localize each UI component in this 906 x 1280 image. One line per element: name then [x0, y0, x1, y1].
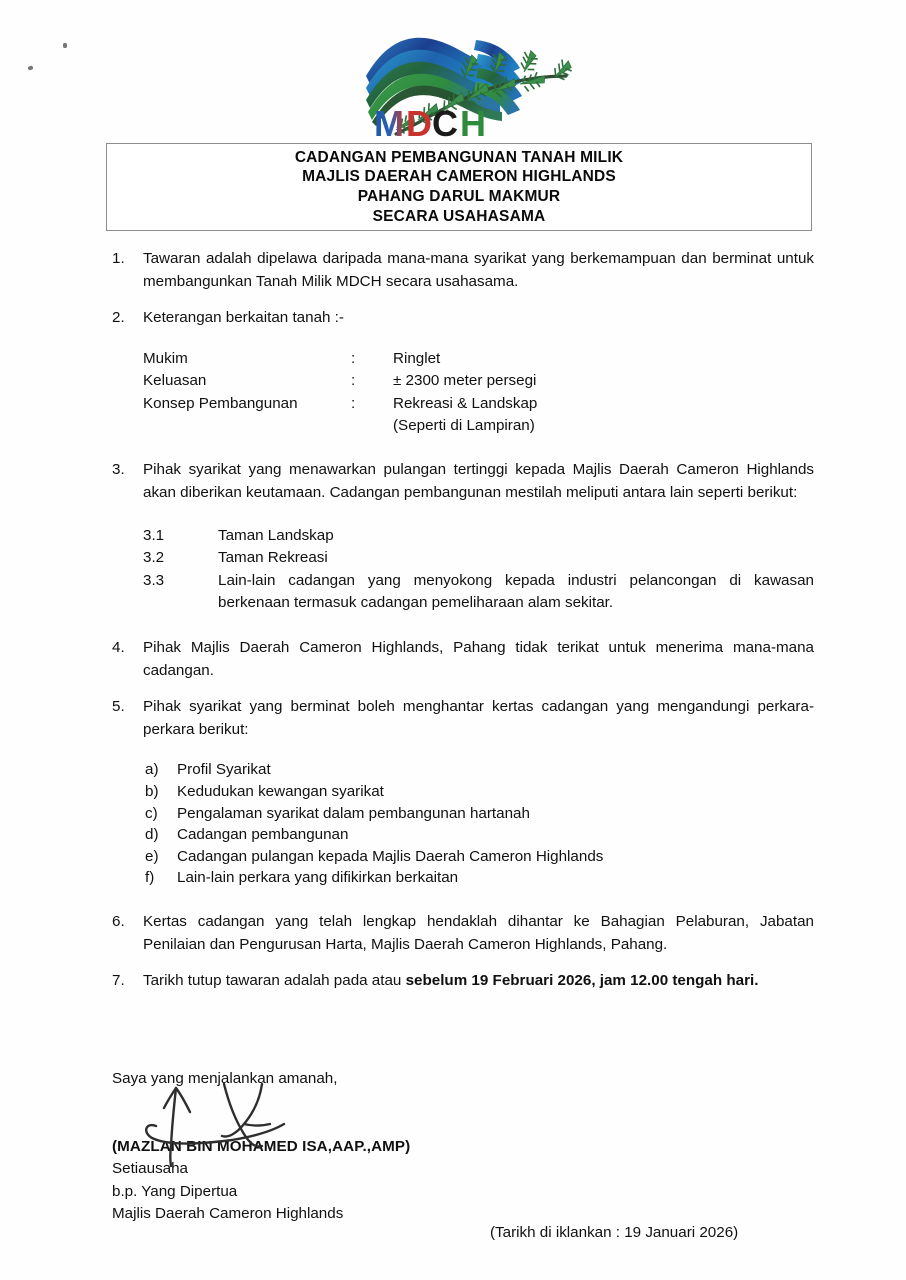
list-item [0, 867, 906, 889]
document-body [0, 248, 906, 1007]
clause-text: Pihak syarikat yang berminat boleh menghantar kertas cadangan yang mengandungi perkara-perkara berikut: [143, 698, 814, 738]
table-row [143, 370, 906, 392]
list-item [0, 824, 906, 846]
detail-colon: : [351, 394, 356, 412]
list-item [0, 803, 906, 825]
sub-item-number: 3.3 [143, 571, 165, 589]
document-title-box [106, 143, 812, 231]
detail-colon: : [351, 372, 356, 390]
sub-item-number: 3.1 [143, 526, 165, 544]
list-item-text: Profil Syarikat [177, 761, 271, 779]
list-item-text: Cadangan pulangan kepada Majlis Daerah Cameron Highlands [177, 847, 604, 865]
list-item-letter: f) [145, 869, 155, 887]
clause-number: 3. [112, 461, 125, 479]
signatory-name: (MAZLAN BIN MOHAMED ISA,AAP.,AMP) [112, 1138, 411, 1156]
sub-item-number: 3.2 [143, 549, 165, 567]
detail-label: Keluasan [143, 372, 207, 390]
signatory-position: Setiausaha [112, 1160, 188, 1178]
signatory-on-behalf: b.p. Yang Dipertua [112, 1182, 238, 1200]
clause-7 [0, 970, 906, 993]
detail-value: ± 2300 meter persegi [393, 372, 537, 390]
clause-text: Kertas cadangan yang telah lengkap hendaklah dihantar ke Bahagian Pelaburan, Jabatan Penilaian dan Pengurusan Harta, Majlis Daerah Cameron Highlands, Pahang. [143, 912, 814, 953]
clause-text: Tawaran adalah dipelawa daripada mana-mana syarikat yang berkemampuan dan berminat untuk membangunkan Tanah Milik MDCH secara usahasama. [143, 250, 814, 290]
signature-intro: Saya yang menjalankan amanah, [112, 1070, 338, 1087]
sub-item-text: Taman Rekreasi [218, 549, 328, 567]
clause-5-requirements [0, 759, 906, 889]
sub-item-text: Lain-lain cadangan yang menyokong kepada industri pelancongan di kawasan berkenaan termasuk cadangan pemeliharaan alam sekitar. [218, 571, 814, 612]
svg-text:M: M [374, 103, 404, 143]
title-line-2: MAJLIS DAERAH CAMERON HIGHLANDS [302, 168, 616, 186]
svg-text:D: D [406, 103, 432, 143]
advertised-date: (Tarikh di iklankan : 19 Januari 2026) [490, 1224, 739, 1241]
svg-text:H: H [460, 103, 486, 143]
list-item-text: Lain-lain perkara yang difikirkan berkaitan [177, 869, 459, 887]
list-item [0, 781, 906, 803]
table-row [143, 348, 906, 370]
list-item-letter: d) [145, 826, 159, 844]
table-row [143, 393, 906, 415]
clause-number: 6. [112, 912, 125, 930]
mdch-wordmark [374, 103, 486, 143]
list-item-text: Pengalaman syarikat dalam pembangunan hartanah [177, 804, 530, 822]
clause-6 [0, 911, 906, 956]
list-item-text: Cadangan pembangunan [177, 826, 349, 844]
signature-block [112, 1068, 732, 1225]
mdch-logo [352, 18, 602, 143]
detail-label: Mukim [143, 349, 188, 367]
svg-text:C: C [432, 103, 458, 143]
title-line-4: SECARA USAHASAMA [372, 207, 546, 225]
scan-speck [28, 65, 34, 70]
list-item-letter: c) [145, 804, 158, 822]
clause-number: 1. [112, 250, 125, 267]
clause-3 [0, 459, 906, 504]
detail-colon: : [351, 349, 356, 367]
clause-1 [0, 248, 906, 293]
title-line-1: CADANGAN PEMBANGUNAN TANAH MILIK [294, 148, 624, 166]
list-item [0, 525, 906, 548]
clause-number: 7. [112, 972, 125, 990]
list-item [0, 570, 906, 615]
list-item-letter: e) [145, 847, 159, 865]
list-item-text: Kedudukan kewangan syarikat [177, 782, 384, 800]
clause-text-plain: Tarikh tutup tawaran adalah pada atau [143, 972, 406, 990]
title-line-3: PAHANG DARUL MAKMUR [357, 188, 561, 205]
detail-label: Konsep Pembangunan [143, 394, 298, 412]
land-details-table [0, 348, 906, 438]
list-item-letter: b) [145, 782, 159, 800]
clause-5 [0, 696, 906, 741]
sub-item-text: Taman Landskap [218, 526, 334, 544]
clause-4 [0, 637, 906, 682]
clause-number: 4. [112, 638, 125, 656]
clause-text: Pihak syarikat yang menawarkan pulangan tertinggi kepada Majlis Daerah Cameron Highlands akan diberikan keutamaan. Cadangan pembangunan mestilah meliputi antara lain seperti berikut: [143, 461, 814, 501]
clause-2 [0, 307, 906, 330]
clause-text: Keterangan berkaitan tanah :- [143, 309, 344, 327]
list-item [0, 547, 906, 570]
signatory-organisation: Majlis Daerah Cameron Highlands [112, 1204, 344, 1222]
scan-speck [63, 43, 67, 48]
detail-value-continuation: (Seperti di Lampiran) [393, 417, 535, 434]
clause-text-bold: sebelum 19 Februari 2026, jam 12.00 tengah hari. [405, 972, 759, 990]
detail-value: Rekreasi & Landskap [393, 394, 538, 412]
clause-3-sublist [0, 525, 906, 615]
clause-text: Pihak Majlis Daerah Cameron Highlands, Pahang tidak terikat untuk menerima mana-mana cadangan. [143, 638, 814, 679]
list-item-letter: a) [145, 761, 159, 779]
clause-number: 5. [112, 698, 125, 716]
list-item [0, 759, 906, 781]
clause-number: 2. [112, 309, 125, 327]
list-item [0, 846, 906, 868]
detail-value: Ringlet [393, 349, 441, 367]
